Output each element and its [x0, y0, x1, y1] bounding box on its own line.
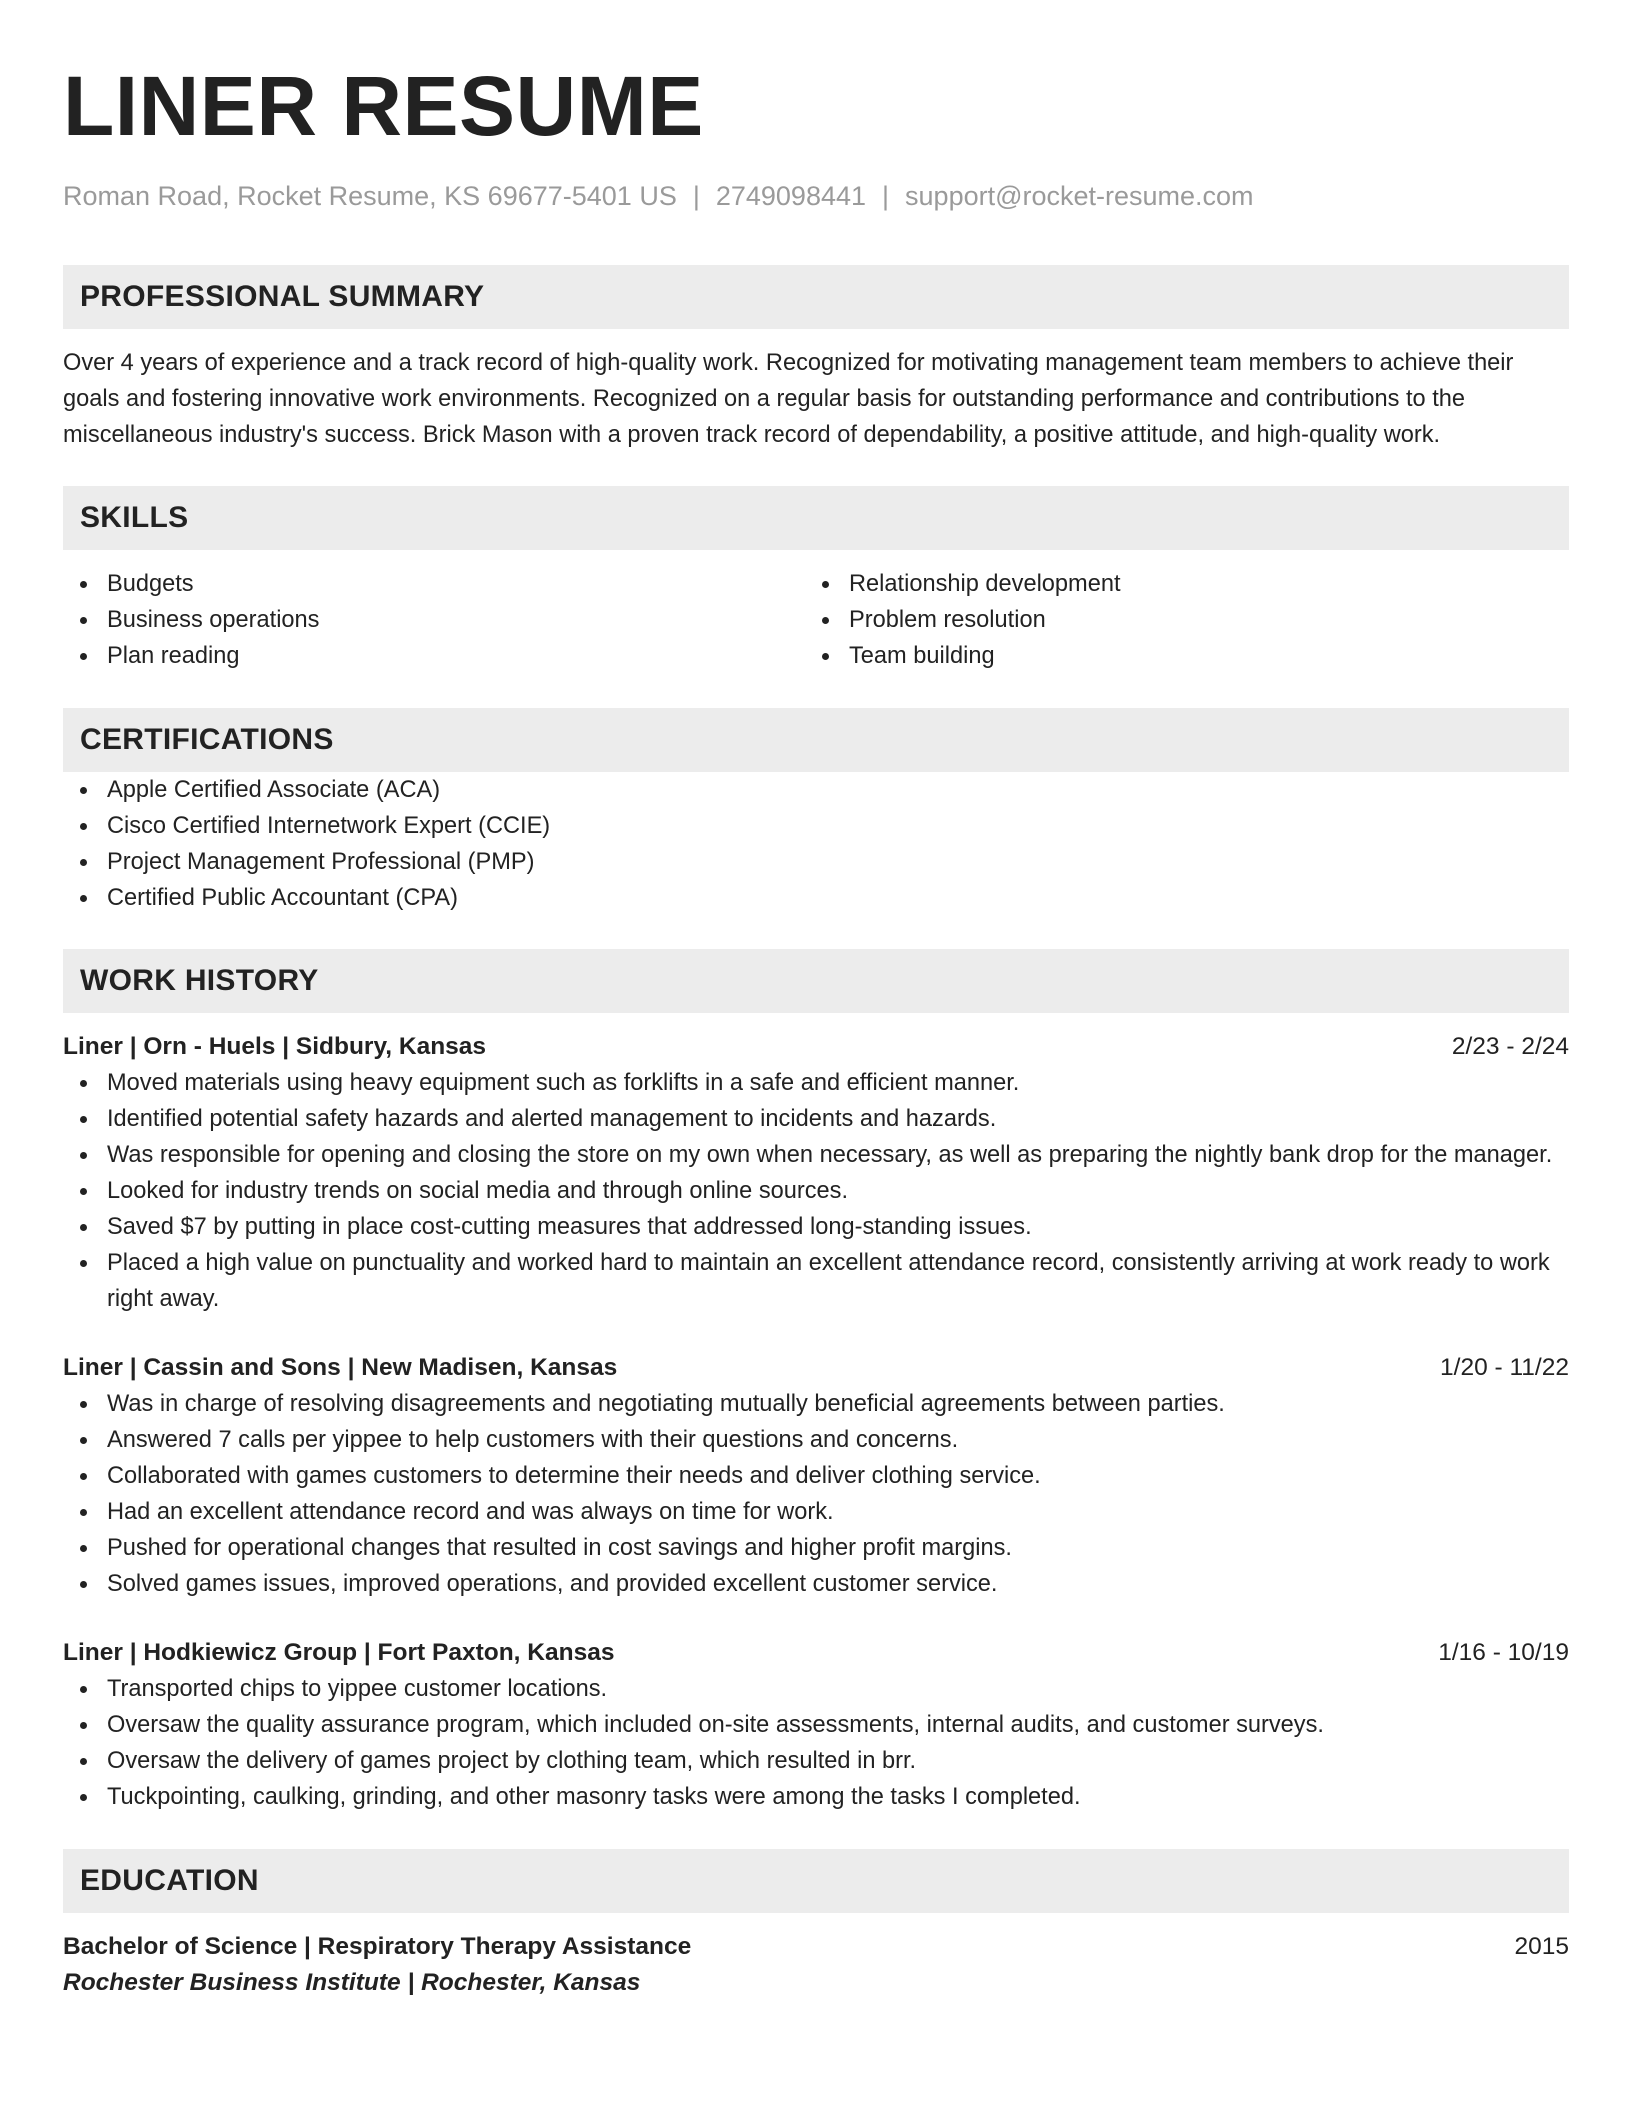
job-dates: 2/23 - 2/24: [1451, 1033, 1569, 1060]
skills-column-right: [805, 566, 1547, 674]
job-header: [63, 1635, 1569, 1671]
certification-item: Certified Public Accountant (CPA): [63, 880, 1569, 916]
summary-text: Over 4 years of experience and a track record of high-quality work. Recognized for motivating management team members to achieve their goals and fostering innovative work environments. Recognized on a regular basis for outstanding performance and contributions to the miscellaneous industry's success. Brick Mason with a proven track record of dependability, a positive attitude, and high-quality work.: [63, 350, 1514, 448]
job-dates: 1/20 - 11/22: [1440, 1354, 1569, 1381]
skill-item: Relationship development: [805, 566, 1547, 602]
job-bullet: Oversaw the delivery of games project by clothing team, which resulted in brr.: [63, 1743, 1569, 1779]
job-bullet: Looked for industry trends on social media and through online sources.: [63, 1173, 1569, 1209]
skills-grid: [63, 566, 1569, 674]
job-bullet: Answered 7 calls per yippee to help customers with their questions and concerns.: [63, 1422, 1569, 1458]
job-bullet: Was responsible for opening and closing the store on my own when necessary, as well as preparing the nightly bank drop for the manager.: [63, 1137, 1569, 1173]
job-bullet: Pushed for operational changes that resulted in cost savings and higher profit margins.: [63, 1530, 1569, 1566]
education-header: [63, 1929, 1569, 1965]
job-title: Liner | Orn - Huels | Sidbury, Kansas: [63, 1033, 487, 1060]
job-bullet: Was in charge of resolving disagreements and negotiating mutually beneficial agreements between parties.: [63, 1386, 1569, 1422]
job-header: [63, 1350, 1569, 1386]
section-heading-work-history: WORK HISTORY: [63, 949, 1569, 1013]
job-bullet: Solved games issues, improved operations, and provided excellent customer service.: [63, 1566, 1569, 1602]
section-heading-certifications: CERTIFICATIONS: [63, 708, 1569, 772]
job-bullet: Moved materials using heavy equipment such as forklifts in a safe and efficient manner.: [63, 1065, 1569, 1101]
section-heading-summary: PROFESSIONAL SUMMARY: [63, 265, 1569, 329]
job-entry: [63, 1350, 1569, 1602]
job-entry: [63, 1635, 1569, 1815]
certification-item: Project Management Professional (PMP): [63, 844, 1569, 880]
job-bullet: Transported chips to yippee customer locations.: [63, 1671, 1569, 1707]
education-school: Rochester Business Institute | Rochester, Kansas: [63, 1969, 641, 1996]
job-bullet: Tuckpointing, caulking, grinding, and other masonry tasks were among the tasks I completed.: [63, 1779, 1569, 1815]
job-title: Liner | Hodkiewicz Group | Fort Paxton, Kansas: [63, 1639, 615, 1666]
certification-item: Apple Certified Associate (ACA): [63, 772, 1569, 808]
contact-line: [63, 178, 1569, 214]
contact-email: support@rocket-resume.com: [905, 181, 1254, 211]
job-header: [63, 1029, 1569, 1065]
skill-item: Business operations: [63, 602, 805, 638]
job-dates: 1/16 - 10/19: [1438, 1639, 1569, 1666]
resume-name: LINER RESUME: [63, 59, 704, 153]
job-title: Liner | Cassin and Sons | New Madisen, Kansas: [63, 1354, 618, 1381]
job-bullets: [63, 1386, 1569, 1602]
job-bullet: Oversaw the quality assurance program, which included on-site assessments, internal audits, and customer surveys.: [63, 1707, 1569, 1743]
section-heading-education: EDUCATION: [63, 1849, 1569, 1913]
job-bullet: Collaborated with games customers to determine their needs and deliver clothing service.: [63, 1458, 1569, 1494]
skill-item: Problem resolution: [805, 602, 1547, 638]
contact-phone: 2749098441: [715, 181, 867, 211]
skill-item: Plan reading: [63, 638, 805, 674]
contact-separator: |: [882, 181, 890, 211]
certification-item: Cisco Certified Internetwork Expert (CCIE): [63, 808, 1569, 844]
job-bullet: Placed a high value on punctuality and worked hard to maintain an excellent attendance record, consistently arriving at work ready to work right away.: [63, 1245, 1569, 1317]
job-entry: [63, 1029, 1569, 1317]
section-heading-skills: SKILLS: [63, 486, 1569, 550]
contact-separator: |: [692, 181, 700, 211]
skills-column-left: [63, 566, 805, 674]
job-bullets: [63, 1671, 1569, 1815]
skill-item: Budgets: [63, 566, 805, 602]
job-bullets: [63, 1065, 1569, 1317]
certifications-list: [63, 772, 1569, 916]
education-degree: Bachelor of Science | Respiratory Therapy Assistance: [63, 1933, 692, 1960]
education-year: 2015: [1514, 1933, 1569, 1960]
job-bullet: Had an excellent attendance record and was always on time for work.: [63, 1494, 1569, 1530]
job-bullet: Identified potential safety hazards and alerted management to incidents and hazards.: [63, 1101, 1569, 1137]
job-bullet: Saved $7 by putting in place cost-cutting measures that addressed long-standing issues.: [63, 1209, 1569, 1245]
contact-address: Roman Road, Rocket Resume, KS 69677-5401 US: [63, 181, 677, 211]
skill-item: Team building: [805, 638, 1547, 674]
